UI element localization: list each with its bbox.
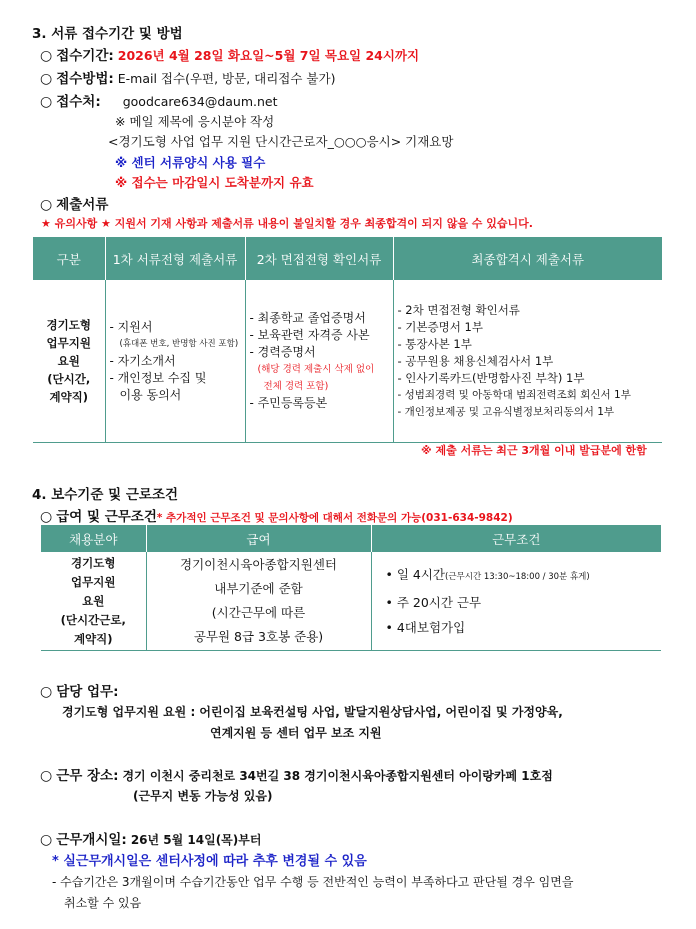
- circle-bullet-icon: ○: [40, 197, 53, 213]
- documents-table: [33, 237, 662, 443]
- note-form-required: ※ 센터 서류양식 사용 필수: [115, 155, 266, 170]
- section-3-title: 3. 서류 접수기간 및 방법: [32, 26, 183, 42]
- pay-note: * 추가적인 근무조건 및 문의사항에 대해서 전화문의 가능(031-634-9842): [156, 512, 513, 524]
- duty-label: 담당 업무: [56, 684, 114, 700]
- list-item: - 2차 면접전형 확인서류: [397, 302, 520, 317]
- place-row: ○ 접수처: goodcare634@daum.net: [40, 94, 278, 110]
- method-label: 접수방법: [56, 71, 109, 87]
- pay-line: 내부기준에 준함: [214, 581, 303, 596]
- second-docs-cell: [245, 280, 393, 443]
- note-deadline: ※ 접수는 마감일시 도착분까지 유효: [115, 175, 314, 190]
- list-item: - 개인정보 수집 및: [109, 370, 207, 385]
- list-item-note: (해당 경력 제출시 삭제 없이: [257, 364, 375, 375]
- list-item: - 보육관련 자격증 사본: [249, 328, 370, 342]
- work-place-row: ○ 근무 장소: 경기 이천시 중리천로 34번길 38 경기이천시육아종합지원센터 아이랑카페 1호점: [40, 768, 553, 784]
- pay-line: 공무원 8급 3호봉 준용): [193, 629, 324, 644]
- docs-row: [40, 193, 108, 213]
- row-label-cell: [33, 280, 105, 443]
- header-first-docs: 1차 서류전형 제출서류: [105, 237, 245, 280]
- conditions-cell: [371, 552, 661, 651]
- final-docs-cell: [393, 280, 662, 443]
- list-item: - 개인정보제공 및 고유식별정보처리동의서 1부: [397, 405, 615, 418]
- pay-row: [40, 505, 513, 525]
- duty-line-2: 연계지원 등 센터 업무 보조 지원: [210, 726, 382, 740]
- row-label-line: 계약직): [49, 390, 89, 404]
- period-row: ○ 접수기간: 2026년 4월 28일 화요일~5월 7일 목요일 24시까지: [40, 48, 420, 64]
- email-address: goodcare634@daum.net: [122, 94, 278, 109]
- list-item: - 자기소개서: [109, 353, 176, 368]
- circle-bullet-icon: ○: [40, 684, 53, 700]
- probation-line-2: 취소할 수 있음: [64, 896, 142, 910]
- conditions-table: [41, 525, 661, 651]
- header-category: 구분: [33, 237, 105, 280]
- header-pay: 급여: [146, 525, 371, 552]
- header-final-docs: 최종합격시 제출서류: [393, 237, 662, 280]
- list-item: - 공무원용 채용신체검사서 1부: [397, 353, 554, 368]
- duty-row: ○ 담당 업무:: [40, 684, 119, 700]
- start-date-note: * 실근무개시일은 센터사정에 따라 추후 변경될 수 있음: [52, 854, 367, 869]
- row-label-line: 업무지원: [46, 336, 91, 350]
- note-format: <경기도형 사업 업무 지원 단시간근로자_○○○응시> 기재요망: [108, 134, 454, 149]
- circle-bullet-icon: ○: [40, 832, 53, 848]
- start-date: 26년 5월 14일(목)부터: [130, 833, 262, 847]
- list-item: - 지원서: [109, 319, 153, 334]
- header-conditions: 근무조건: [371, 525, 661, 552]
- row-label-line: 요원: [82, 593, 105, 608]
- list-item: - 성범죄경력 및 아동학대 범죄전력조회 회신서 1부: [397, 388, 631, 401]
- header-second-docs: 2차 면접전형 확인서류: [245, 237, 393, 280]
- method-row: ○ 접수방법: E-mail 접수(우편, 방문, 대리접수 불가): [40, 71, 336, 87]
- note-subject: ※ 메일 제목에 응시분야 작성: [115, 114, 275, 129]
- method-value: E-mail 접수(우편, 방문, 대리접수 불가): [117, 71, 336, 86]
- circle-bullet-icon: ○: [40, 768, 53, 784]
- recent-docs-footnote: ※ 제출 서류는 최근 3개월 이내 발급분에 한함: [421, 444, 647, 457]
- circle-bullet-icon: ○: [40, 509, 53, 525]
- list-item: - 경력증명서: [249, 345, 316, 359]
- period-value: 2026년 4월 28일 화요일~5월 7일 목요일 24시까지: [117, 48, 420, 63]
- start-row: ○ 근무개시일: 26년 5월 14일(목)부터: [40, 832, 262, 848]
- list-item: - 최종학교 졸업증명서: [249, 311, 366, 325]
- pay-label: 급여 및 근무조건: [56, 509, 157, 525]
- list-item: - 인사기록카드(반명함사진 부착) 1부: [397, 370, 585, 385]
- list-item: - 기본증명서 1부: [397, 319, 483, 334]
- row-label-line: 업무지원: [71, 574, 116, 589]
- row-label-line: (단시간,: [47, 372, 91, 386]
- probation-line-1: - 수습기간은 3개월이며 수습기간동안 업무 수행 등 전반적인 능력이 부족하다고 판단될 경우 임면을: [52, 875, 574, 889]
- condition-note: (근무시간 13:30~18:00 / 30분 휴게): [445, 572, 590, 582]
- row-label-line: 경기도형: [71, 555, 116, 570]
- header-field: 채용분야: [41, 525, 146, 552]
- work-place-address: 경기 이천시 중리천로 34번길 38 경기이천시육아종합지원센터 아이랑카페 1호점: [122, 769, 553, 783]
- section-4-title: 4. 보수기준 및 근로조건: [32, 487, 178, 503]
- list-item-note: (휴대폰 번호, 반명함 사진 포함): [119, 338, 239, 349]
- field-label-cell: [41, 552, 146, 651]
- work-place-label: 근무 장소: [56, 768, 114, 784]
- condition-item: • 4대보험가입: [385, 620, 466, 635]
- row-label-line: 요원: [57, 354, 80, 368]
- work-place-note: (근무지 변동 가능성 있음): [133, 789, 273, 803]
- period-label: 접수기간: [56, 48, 109, 64]
- condition-item: • 주 20시간 근무: [385, 595, 482, 610]
- pay-line: 경기이천시육아종합지원센터: [180, 557, 337, 572]
- docs-label: 제출서류: [56, 197, 109, 213]
- caution-text: ★ 유의사항 ★ 지원서 기재 사항과 제출서류 내용이 불일치할 경우 최종합격이 되지 않을 수 있습니다.: [41, 217, 533, 230]
- pay-cell: [146, 552, 371, 651]
- list-item: 이용 동의서: [119, 387, 182, 402]
- duty-line-1: 경기도형 업무지원 요원 : 어린이집 보육컨설팅 사업, 발달지원상담사업, 어린이집 및 가정양육,: [62, 705, 563, 719]
- circle-bullet-icon: ○: [40, 71, 53, 87]
- circle-bullet-icon: ○: [40, 48, 53, 64]
- row-label-line: (단시간근로,: [60, 612, 126, 627]
- list-item: - 통장사본 1부: [397, 336, 472, 351]
- first-docs-cell: [105, 280, 245, 443]
- row-label-line: 계약직): [73, 631, 113, 646]
- list-item: - 주민등록등본: [249, 396, 328, 410]
- circle-bullet-icon: ○: [40, 94, 53, 110]
- row-label-line: 경기도형: [46, 318, 91, 332]
- pay-line: (시간근무에 따른: [211, 605, 306, 620]
- list-item-note: 전체 경력 포함): [263, 381, 329, 392]
- start-label: 근무개시일: [56, 832, 122, 848]
- place-label: 접수처: [56, 94, 96, 110]
- condition-item: • 일 4시간: [385, 567, 445, 582]
